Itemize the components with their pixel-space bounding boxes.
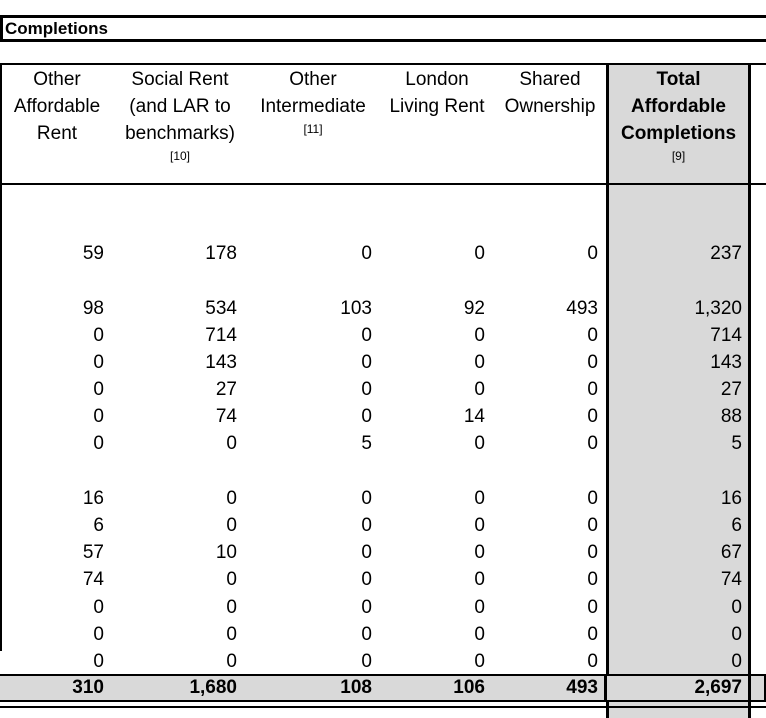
header-bottom-border [0,183,766,185]
cell-other-intermediate: 0 [361,515,372,536]
cell-other-intermediate: 0 [361,542,372,563]
cell-social-rent: 178 [205,243,237,264]
cell-shared-ownership: 0 [587,651,598,672]
header-line: Affordable [631,96,726,117]
cell-social-rent: 27 [215,379,237,400]
table-row [0,349,766,376]
cell-social-rent: 0 [226,624,237,645]
cell-other-affordable-rent: 0 [93,624,104,645]
cell-total: 88 [720,406,742,427]
cell-other-affordable-rent: 59 [82,243,104,264]
cell-other-affordable-rent: 16 [82,488,104,509]
table-bottom-border [0,706,766,708]
header-line: London [405,69,469,90]
cell-other-intermediate: 0 [361,488,372,509]
cell-other-intermediate: 0 [361,325,372,346]
cell-other-intermediate: 0 [361,597,372,618]
table-row [0,240,766,267]
cell-shared-ownership: 0 [587,406,598,427]
cell-total: 143 [710,352,742,373]
cell-social-rent: 534 [205,298,237,319]
total-social-rent: 1,680 [189,677,237,698]
cell-london-living-rent: 0 [474,379,485,400]
cell-shared-ownership: 0 [587,542,598,563]
title-bottom-border [0,39,766,42]
header-line: Affordable [13,96,101,117]
cell-london-living-rent: 0 [474,352,485,373]
cell-other-affordable-rent: 0 [93,406,104,427]
cell-other-intermediate: 0 [361,651,372,672]
header-line: Ownership [504,96,596,117]
cell-other-intermediate: 0 [361,406,372,427]
cell-london-living-rent: 0 [474,542,485,563]
totals-row [0,674,766,702]
totals-divider [748,676,751,700]
cell-other-intermediate: 5 [361,433,372,454]
total-london-living-rent: 106 [453,677,485,698]
cell-social-rent: 714 [205,325,237,346]
cell-social-rent: 74 [215,406,237,427]
table-row [0,430,766,457]
header-line: Shared [519,69,581,90]
cell-total: 16 [720,488,742,509]
cell-social-rent: 0 [226,433,237,454]
cell-shared-ownership: 0 [587,325,598,346]
cell-london-living-rent: 0 [474,597,485,618]
title-top-border [0,15,766,18]
table-row [0,295,766,322]
table-row [0,485,766,512]
table-row [0,566,766,593]
total-affordable-completions: 2,697 [694,677,742,698]
cell-total: 74 [720,569,742,590]
section-title: Completions [5,19,108,38]
cell-other-intermediate: 0 [361,569,372,590]
cell-total: 1,320 [694,298,742,319]
total-other-intermediate: 108 [340,677,372,698]
cell-other-intermediate: 0 [361,379,372,400]
table-row [0,322,766,349]
cell-social-rent: 0 [226,488,237,509]
cell-other-affordable-rent: 0 [93,352,104,373]
header-shared-ownership [500,66,600,120]
table-row [0,621,766,648]
table-row [0,648,766,675]
header-line: Total [656,69,701,90]
cell-total: 0 [731,651,742,672]
cell-shared-ownership: 0 [587,352,598,373]
header-line: benchmarks) [125,123,235,144]
header-line: Intermediate [260,96,366,117]
cell-total: 27 [720,379,742,400]
cell-london-living-rent: 0 [474,651,485,672]
table-row [0,403,766,430]
cell-other-affordable-rent: 0 [93,597,104,618]
cell-london-living-rent: 0 [474,569,485,590]
cell-social-rent: 10 [215,542,237,563]
cell-total: 5 [731,433,742,454]
cell-other-affordable-rent: 0 [93,325,104,346]
total-shared-ownership: 493 [566,677,598,698]
cell-london-living-rent: 0 [474,515,485,536]
cell-london-living-rent: 0 [474,433,485,454]
cell-london-living-rent: 0 [474,325,485,346]
header-line: Completions [620,123,737,144]
cell-other-affordable-rent: 0 [93,651,104,672]
cell-london-living-rent: 0 [474,488,485,509]
cell-social-rent: 0 [226,651,237,672]
table-top-border [0,63,766,65]
table-row [0,594,766,621]
header-line: Living Rent [389,96,485,117]
header-note: [10] [169,149,190,163]
cell-london-living-rent: 0 [474,243,485,264]
cell-total: 237 [710,243,742,264]
cell-other-affordable-rent: 0 [93,433,104,454]
cell-social-rent: 0 [226,569,237,590]
header-other-affordable-rent [4,66,110,147]
cell-other-affordable-rent: 74 [82,569,104,590]
cell-london-living-rent: 92 [463,298,485,319]
cell-other-affordable-rent: 6 [93,515,104,536]
cell-shared-ownership: 0 [587,433,598,454]
cell-total: 67 [720,542,742,563]
cell-social-rent: 0 [226,515,237,536]
header-other-intermediate [254,66,372,138]
cell-other-affordable-rent: 57 [82,542,104,563]
cell-shared-ownership: 493 [566,298,598,319]
cell-other-intermediate: 103 [340,298,372,319]
cell-total: 0 [731,624,742,645]
header-note: [9] [671,149,686,163]
table-row [0,376,766,403]
cell-shared-ownership: 0 [587,624,598,645]
cell-social-rent: 0 [226,597,237,618]
title-left-border [0,18,3,39]
cell-other-intermediate: 0 [361,352,372,373]
total-other-affordable-rent: 310 [72,677,104,698]
cell-other-intermediate: 0 [361,243,372,264]
header-note: [11] [303,122,323,136]
cell-other-affordable-rent: 98 [82,298,104,319]
table-row [0,512,766,539]
cell-london-living-rent: 0 [474,624,485,645]
cell-total: 714 [710,325,742,346]
header-line: Other [289,69,337,90]
cell-shared-ownership: 0 [587,515,598,536]
header-line: Social Rent [131,69,229,90]
totals-divider [604,676,607,700]
cell-shared-ownership: 0 [587,243,598,264]
cell-shared-ownership: 0 [587,597,598,618]
cell-shared-ownership: 0 [587,488,598,509]
header-total-affordable-completions [609,66,748,165]
header-line: Rent [36,123,78,144]
cell-london-living-rent: 14 [463,406,485,427]
cell-other-affordable-rent: 0 [93,379,104,400]
header-line: (and LAR to [129,96,231,117]
cell-total: 0 [731,597,742,618]
cell-other-intermediate: 0 [361,624,372,645]
header-social-rent [118,66,242,165]
cell-shared-ownership: 0 [587,569,598,590]
cell-total: 6 [731,515,742,536]
header-london-living-rent [380,66,494,120]
cell-shared-ownership: 0 [587,379,598,400]
header-line: Other [33,69,81,90]
table-row [0,539,766,566]
cell-social-rent: 143 [205,352,237,373]
